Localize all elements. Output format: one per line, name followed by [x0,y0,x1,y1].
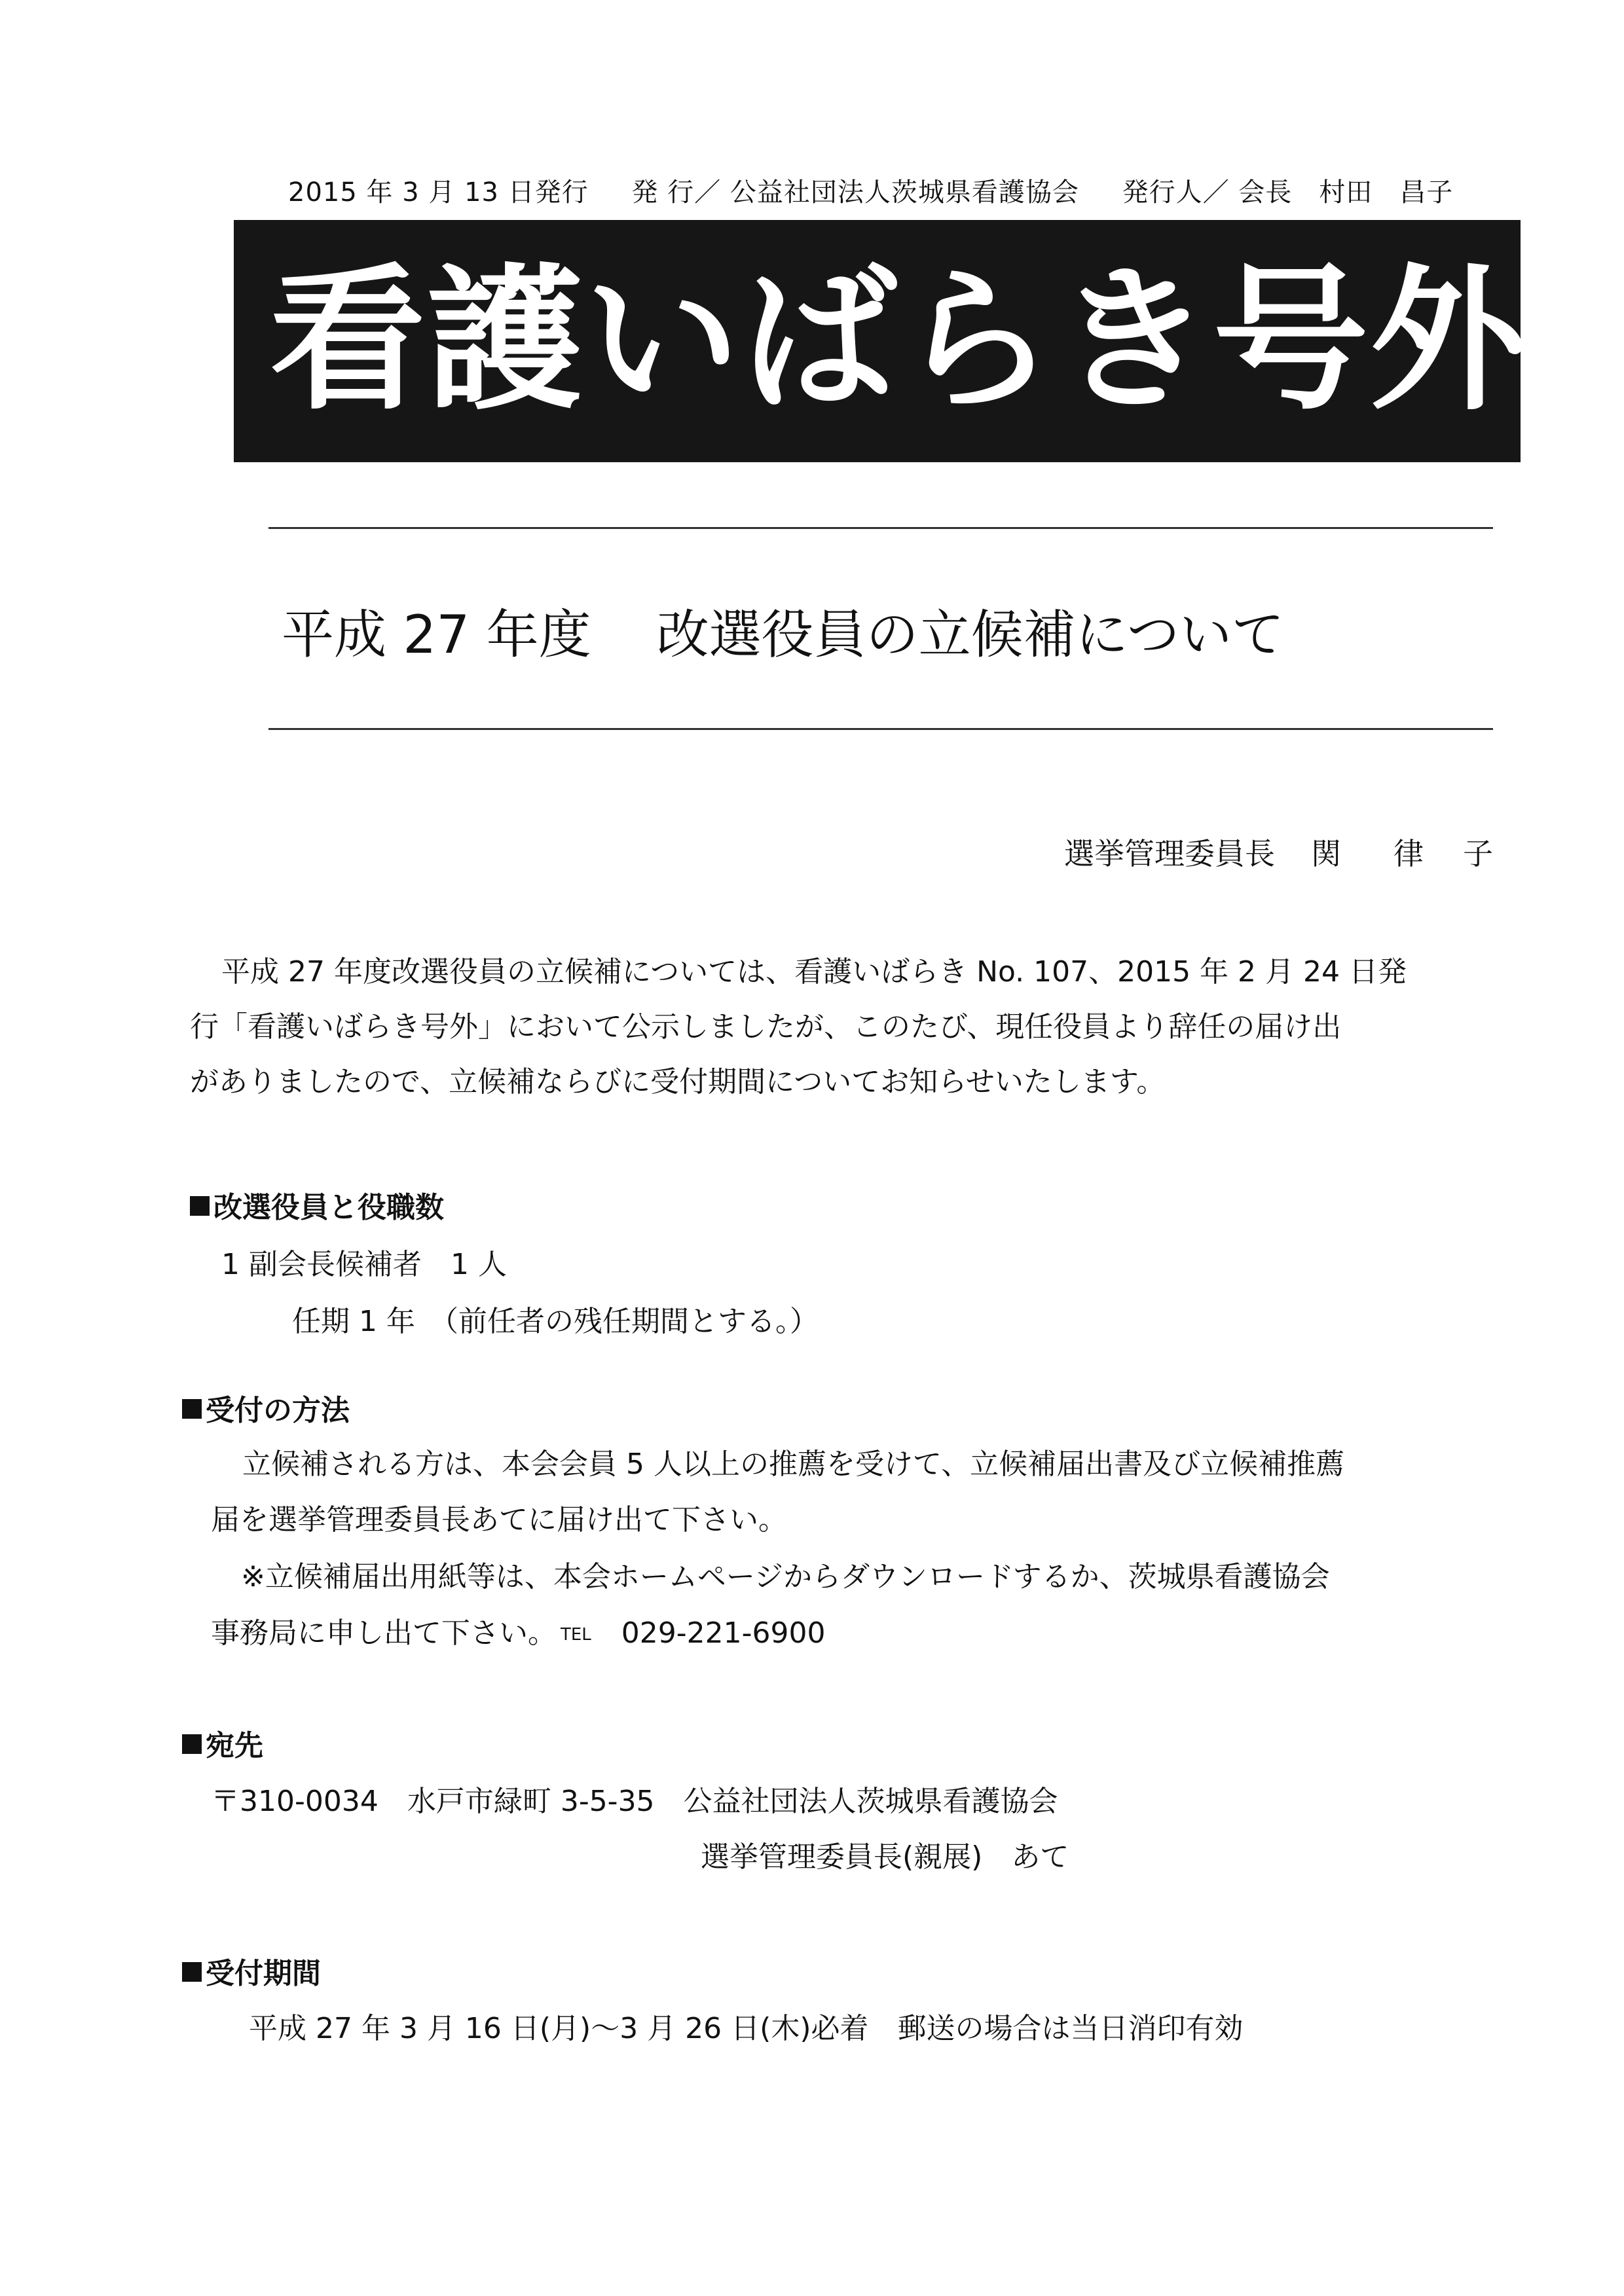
signer-name-1: 関 [1311,836,1341,871]
address-line-1: 〒310-0034 水戸市緑町 3-5-35 公益社団法人茨城県看護協会 [211,1785,1058,1818]
headline-subject: 改選役員の立候補について [656,604,1285,665]
period-line-1: 平成 27 年 3 月 16 日(月)～3 月 26 日(木)必着 郵送の場合は当日消印有効 [249,2012,1244,2045]
positions-line-2: 任期 1 年 （前任者の残任期間とする。） [292,1305,819,1338]
intro-line-2: 行「看護いばらき号外」において公示しましたが、このたび、現任役員より辞任の届け出 [190,1010,1342,1044]
address-line-2: 選挙管理委員長(親展) あて [701,1840,1069,1874]
positions-line-1: 1 副会長候補者 1 人 [221,1248,507,1281]
method-line-4 [211,1609,826,1651]
headline [282,604,1285,665]
tel-label: TEL [561,1625,591,1645]
signer-role: 選挙管理委員長 [1064,836,1275,871]
issue-date: 2015 年 3 月 13 日発行 [288,177,589,208]
publisher: 発 行／ 公益社団法人茨城県看護協会 [631,177,1079,208]
section-period-title: 受付期間 [206,1957,321,1990]
intro-line-3: がありましたので、立候補ならびに受付期間についてお知らせいたします。 [190,1065,1166,1099]
method-line-3: ※立候補届出用紙等は、本会ホームページからダウンロードするか、茨城県看護協会 [241,1560,1330,1594]
divider-top [268,527,1493,529]
square-bullet-icon [182,1962,202,1982]
section-method-heading [182,1387,350,1429]
section-positions-heading [190,1184,444,1226]
square-bullet-icon [182,1399,202,1419]
masthead-banner [234,220,1527,462]
section-address-title: 宛先 [206,1729,263,1762]
issuer: 発行人／ 会長 村田 昌子 [1122,177,1454,208]
section-positions-title: 改選役員と役職数 [213,1191,444,1224]
divider-bottom [268,728,1493,730]
masthead-title: 看護いばらき号外 [270,250,1527,431]
section-method-title: 受付の方法 [206,1394,350,1427]
tel-number: 029-221-6900 [621,1616,826,1650]
method-line-4-text: 事務局に申し出て下さい。 [211,1616,557,1650]
signer-name-3: 子 [1463,836,1493,871]
signer [1064,830,1493,873]
square-bullet-icon [190,1196,210,1216]
method-line-1: 立候補される方は、本会会員 5 人以上の推薦を受けて、立候補届出書及び立候補推薦 [242,1448,1345,1481]
square-bullet-icon [182,1734,202,1754]
issue-line [288,172,1453,209]
intro-line-1: 平成 27 年度改選役員の立候補については、看護いばらき No. 107、2015 年 2 月 24 日発 [221,955,1407,989]
headline-year: 平成 27 年度 [282,604,591,665]
section-address-heading [182,1722,263,1764]
section-period-heading [182,1950,321,1992]
signer-name-2: 律 [1393,836,1424,871]
method-line-2: 届を選挙管理委員長あてに届け出て下さい。 [211,1503,787,1537]
